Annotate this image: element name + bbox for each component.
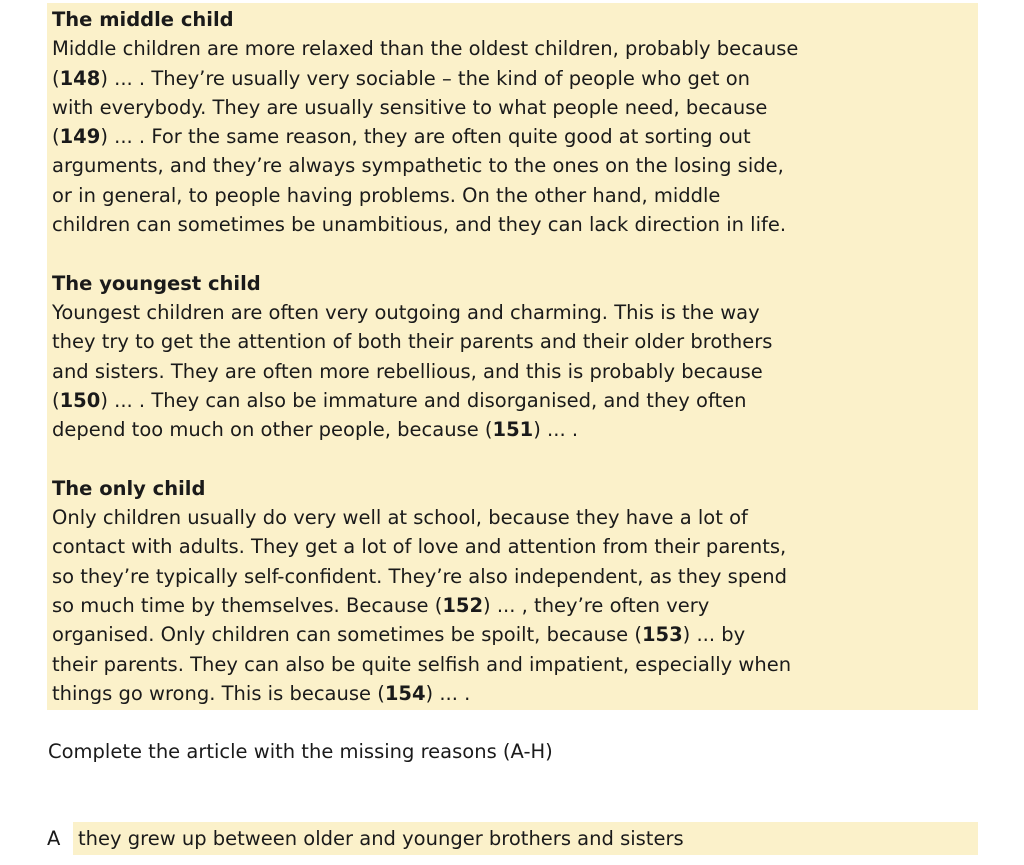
passage-line: [52, 386, 978, 415]
section-heading: The youngest child: [52, 271, 261, 295]
passage-text: (: [52, 125, 60, 149]
passage-text: contact with adults. They get a lot of love and attention from their parents,: [52, 535, 787, 559]
passage-text: ) ... . They’re usually very sociable – the kind of people who get on: [100, 66, 751, 90]
section-heading: The only child: [52, 476, 206, 500]
gap-number: 150: [59, 388, 101, 412]
gap-number: 154: [384, 681, 426, 705]
article-section: [52, 5, 978, 239]
article-passage: [47, 3, 978, 710]
passage-text: and sisters. They are often more rebellious, and this is probably because: [52, 359, 763, 383]
passage-line: [52, 620, 978, 649]
passage-line: [52, 122, 978, 151]
gap-number: 153: [641, 623, 683, 647]
passage-text: ) ... . They can also be immature and disorganised, and they often: [100, 388, 747, 412]
passage-text: depend too much on other people, because (: [52, 418, 493, 442]
passage-text: ) ... , they’re often very: [483, 593, 710, 617]
passage-line: [52, 151, 978, 180]
passage-line: [52, 503, 978, 532]
passage-line: [52, 327, 978, 356]
passage-line: [52, 415, 978, 444]
passage-text: or in general, to people having problems. On the other hand, middle: [52, 183, 721, 207]
gap-number: 152: [442, 593, 484, 617]
option-letter: A: [47, 827, 61, 850]
passage-text: ) ... .: [533, 418, 579, 442]
passage-text: ) ... . For the same reason, they are often quite good at sorting out: [100, 125, 751, 149]
passage-text: (: [52, 66, 60, 90]
passage-line: [52, 357, 978, 386]
gap-number: 149: [59, 125, 101, 149]
section-heading: The middle child: [52, 8, 234, 31]
passage-line: [52, 298, 978, 327]
passage-line: [52, 210, 978, 239]
passage-line: [52, 650, 978, 679]
passage-line: [52, 562, 978, 591]
passage-text: things go wrong. This is because (: [52, 681, 385, 705]
article-section: [52, 269, 978, 445]
passage-line: [52, 679, 978, 708]
passage-text: ) ... .: [425, 681, 471, 705]
passage-line: [52, 93, 978, 122]
passage-line: [52, 591, 978, 620]
article-section: [52, 474, 978, 708]
passage-text: so much time by themselves. Because (: [52, 593, 443, 617]
passage-text: with everybody. They are usually sensitive to what people need, because: [52, 95, 768, 119]
passage-text: children can sometimes be unambitious, and they can lack direction in life.: [52, 213, 787, 237]
option-text[interactable]: they grew up between older and younger brothers and sisters: [73, 822, 978, 855]
answer-option-a: [47, 822, 978, 855]
passage-line: [52, 64, 978, 93]
passage-text: Only children usually do very well at school, because they have a lot of: [52, 506, 748, 530]
passage-text: their parents. They can also be quite selfish and impatient, especially when: [52, 652, 792, 676]
passage-text: Middle children are more relaxed than the oldest children, probably because: [52, 37, 799, 61]
gap-number: 151: [492, 418, 534, 442]
passage-text: (: [52, 388, 60, 412]
passage-text: Youngest children are often very outgoing and charming. This is the way: [52, 300, 760, 324]
instruction-text: Complete the article with the missing reasons (A-H): [48, 740, 553, 763]
gap-number: 148: [59, 66, 101, 90]
passage-text: arguments, and they’re always sympathetic to the ones on the losing side,: [52, 154, 784, 178]
passage-text: ) ... by: [682, 623, 746, 647]
passage-line: [52, 532, 978, 561]
passage-text: so they’re typically self-confident. They’re also independent, as they spend: [52, 564, 787, 588]
passage-text: organised. Only children can sometimes be spoilt, because (: [52, 623, 642, 647]
passage-line: [52, 34, 978, 63]
passage-line: [52, 181, 978, 210]
passage-text: they try to get the attention of both their parents and their older brothers: [52, 330, 773, 354]
